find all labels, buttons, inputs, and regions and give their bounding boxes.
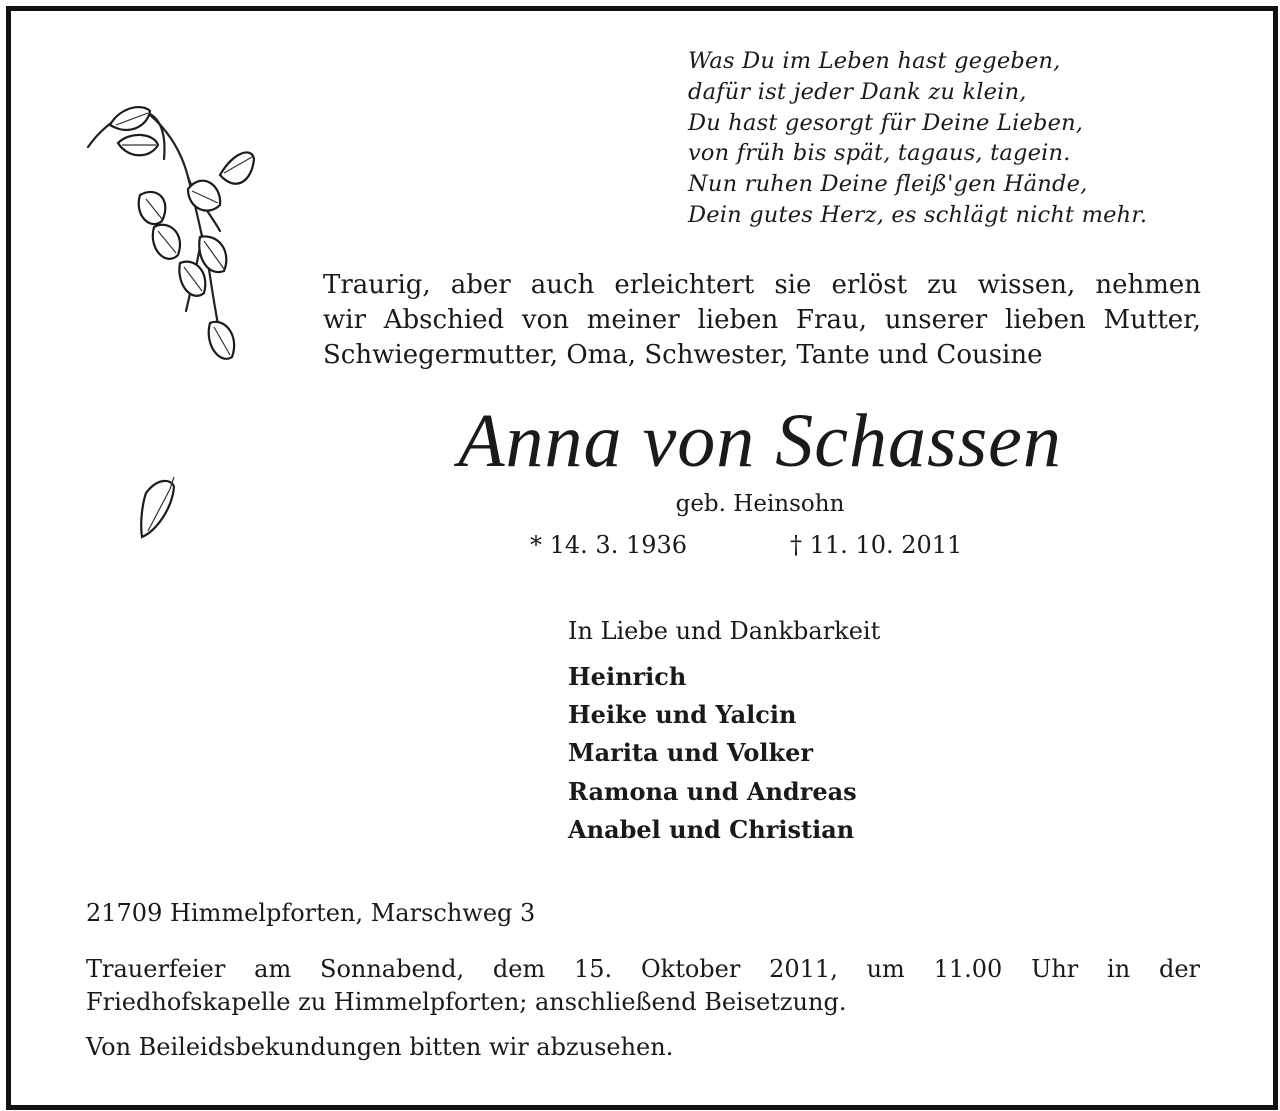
statement-line: wir Abschied von meiner lieben Frau, unserer lieben Mutter, (323, 305, 1201, 335)
statement-line: Schwiegermutter, Oma, Schwester, Tante und Cousine (323, 340, 1043, 370)
mourner-name: Marita und Volker (568, 738, 813, 768)
poem-line: Was Du im Leben hast gegeben, (688, 48, 1061, 74)
funeral-line: Friedhofskapelle zu Himmelpforten; anschließend Beisetzung. (86, 988, 847, 1016)
funeral-details (86, 953, 1200, 1019)
poem-line: von früh bis spät, tagaus, tagein. (688, 140, 1071, 167)
memorial-poem (688, 46, 1147, 231)
death-date: † 11. 10. 2011 (790, 531, 963, 559)
poem-line: Dein gutes Herz, es schlägt nicht mehr. (688, 201, 1148, 228)
poem-line: dafür ist jeder Dank zu klein, (688, 78, 1027, 105)
deceased-name: Anna von Schassen (458, 399, 1062, 483)
mourner-name: Heinrich (568, 662, 687, 691)
mourners-list (568, 658, 857, 849)
poem-line: Nun ruhen Deine fleiß'gen Hände, (688, 171, 1088, 198)
mourner-name: Ramona und Andreas (568, 776, 857, 806)
mourner-name: Anabel und Christian (568, 814, 855, 844)
poem-line: Du hast gesorgt für Deine Lieben, (688, 109, 1084, 136)
birch-branch-illustration (70, 85, 270, 555)
farewell-statement (323, 268, 1201, 373)
funeral-line: Trauerfeier am Sonnabend, dem 15. Oktober 2011, um 11.00 Uhr in der (86, 955, 1200, 983)
mourner-name: Heike und Yalcin (568, 700, 797, 730)
birth-date: * 14. 3. 1936 (530, 531, 688, 559)
family-address: 21709 Himmelpforten, Marschweg 3 (86, 899, 536, 927)
condolences-note: Von Beileidsbekundungen bitten wir abzusehen. (86, 1033, 674, 1061)
thanks-line: In Liebe und Dankbarkeit (568, 617, 881, 645)
statement-line: Traurig, aber auch erleichtert sie erlöst zu wissen, nehmen (323, 270, 1201, 300)
maiden-name: geb. Heinsohn (675, 491, 845, 517)
